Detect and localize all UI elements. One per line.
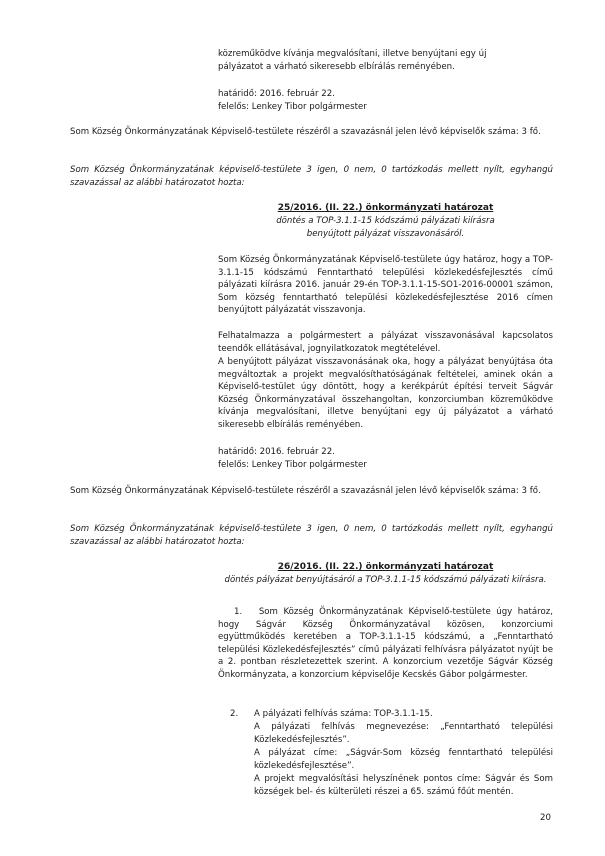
vote-statement-1: Som Község Önkormányzatának képviselő-testülete 3 igen, 0 nem, 0 tartózkodás mellett nyílt, egyhangú szavazással az alábbi határozatot hozta: xyxy=(70,165,553,188)
item-2-line-2: A pályázati felhívás megnevezése: „Fenntartható települési Közlekedésfejlesztés”. xyxy=(254,722,553,745)
item-number: 1. xyxy=(234,607,243,617)
item-2-line-1: A pályázati felhívás száma: TOP-3.1.1-15. xyxy=(254,709,433,719)
vote-statement-2: Som Község Önkormányzatának képviselő-testülete 3 igen, 0 nem, 0 tartózkodás mellett nyílt, egyhangú szavazással az alábbi határozatot hozta: xyxy=(70,524,553,547)
item-2-line-4: A projekt megvalósítási helyszínének pontos címe: Ságvár és Som községek bel- és külterületi részei a 65. számú főút mentén. xyxy=(254,774,553,797)
item-number: 2. xyxy=(230,709,239,719)
responsible-1: felelős: Lenkey Tibor polgármester xyxy=(218,102,367,112)
page-number: 20 xyxy=(540,813,551,823)
resolution-26-title: 26/2016. (II. 22.) önkormányzati határozat xyxy=(277,562,494,572)
responsible-2: felelős: Lenkey Tibor polgármester xyxy=(218,460,367,470)
deadline-1: határidő: 2016. február 22. xyxy=(218,89,335,99)
resolution-25-body-2: Felhatalmazza a polgármestert a pályázat visszavonásával kapcsolatos teendők ellátásával, jognyilatkozatok megtételével. xyxy=(218,331,553,354)
continuation-text: közreműködve kívánja megvalósítani, illetve benyújtani egy új pályázatot a várható sikeresebb elbírálás reményében. xyxy=(218,49,487,72)
item-text: Som Község Önkormányzatának Képviselő-testülete úgy határoz, hogy Ságvár Község Önkormányzatával közösen, konzorciumi együttműködés keretében a TOP-3.1.1-15 kódszámú, a „Fenntartható települési Közlekedésfejlesztés” című pályázati felhívásra pályázatot nyújt be a 2. pontban részletezettek szerint. A konzorcium vezetője Ságvár Község Önkormányzata, a konzorcium képviselője Kecskés Gábor polgármester. xyxy=(218,607,553,680)
resolution-25-title: 25/2016. (II. 22.) önkormányzati határozat xyxy=(277,203,494,213)
presence-statement-2: Som Község Önkormányzatának Képviselő-testülete részéről a szavazásnál jelen lévő képviselők száma: 3 fő. xyxy=(70,486,541,496)
resolution-25-body-3: A benyújtott pályázat visszavonásának oka, hogy a pályázat benyújtása óta megváltoztak a projekt megvalósíthatóságának feltételei, aminek okán a Képviselő-testület úgy döntött, hogy a kerékpárút építési terveit Ságvár Község Önkormányzatával összehangoltan, konzorciumban közreműködve kívánja megvalósítani, illetve benyújtani egy új pályázatot a várható sikeresebb elbírálás reményében. xyxy=(218,357,553,430)
presence-statement-1: Som Község Önkormányzatának Képviselő-testülete részéről a szavazásnál jelen lévő képviselők száma: 3 fő. xyxy=(70,127,541,137)
item-2-line-3: A pályázat címe: „Ságvár-Som község fenntartható települési közlekedésfejlesztése”. xyxy=(254,748,553,771)
resolution-26-subtitle: döntés pályázat benyújtásáról a TOP-3.1.1-15 kódszámú pályázati kiírásra. xyxy=(224,575,547,585)
resolution-25-subtitle-1: döntés a TOP-3.1.1-15 kódszámú pályázati kiírásra xyxy=(276,216,495,226)
resolution-25-subtitle-2: benyújtott pályázat visszavonásáról. xyxy=(306,229,465,239)
deadline-2: határidő: 2016. február 22. xyxy=(218,447,335,457)
resolution-25-body-1: Som Község Önkormányzatának Képviselő-testülete úgy határoz, hogy a TOP-3.1.1-15 kódszámú Fenntartható települési közlekedésfejlesztés című pályázati kiírásra 2016. január 29-én TOP-3.1.1-15-SO1-2016-00001 számon, Som község fenntartható települési közlekedésfejlesztése 2016 címen benyújtott pályázatát visszavonja. xyxy=(218,255,553,316)
